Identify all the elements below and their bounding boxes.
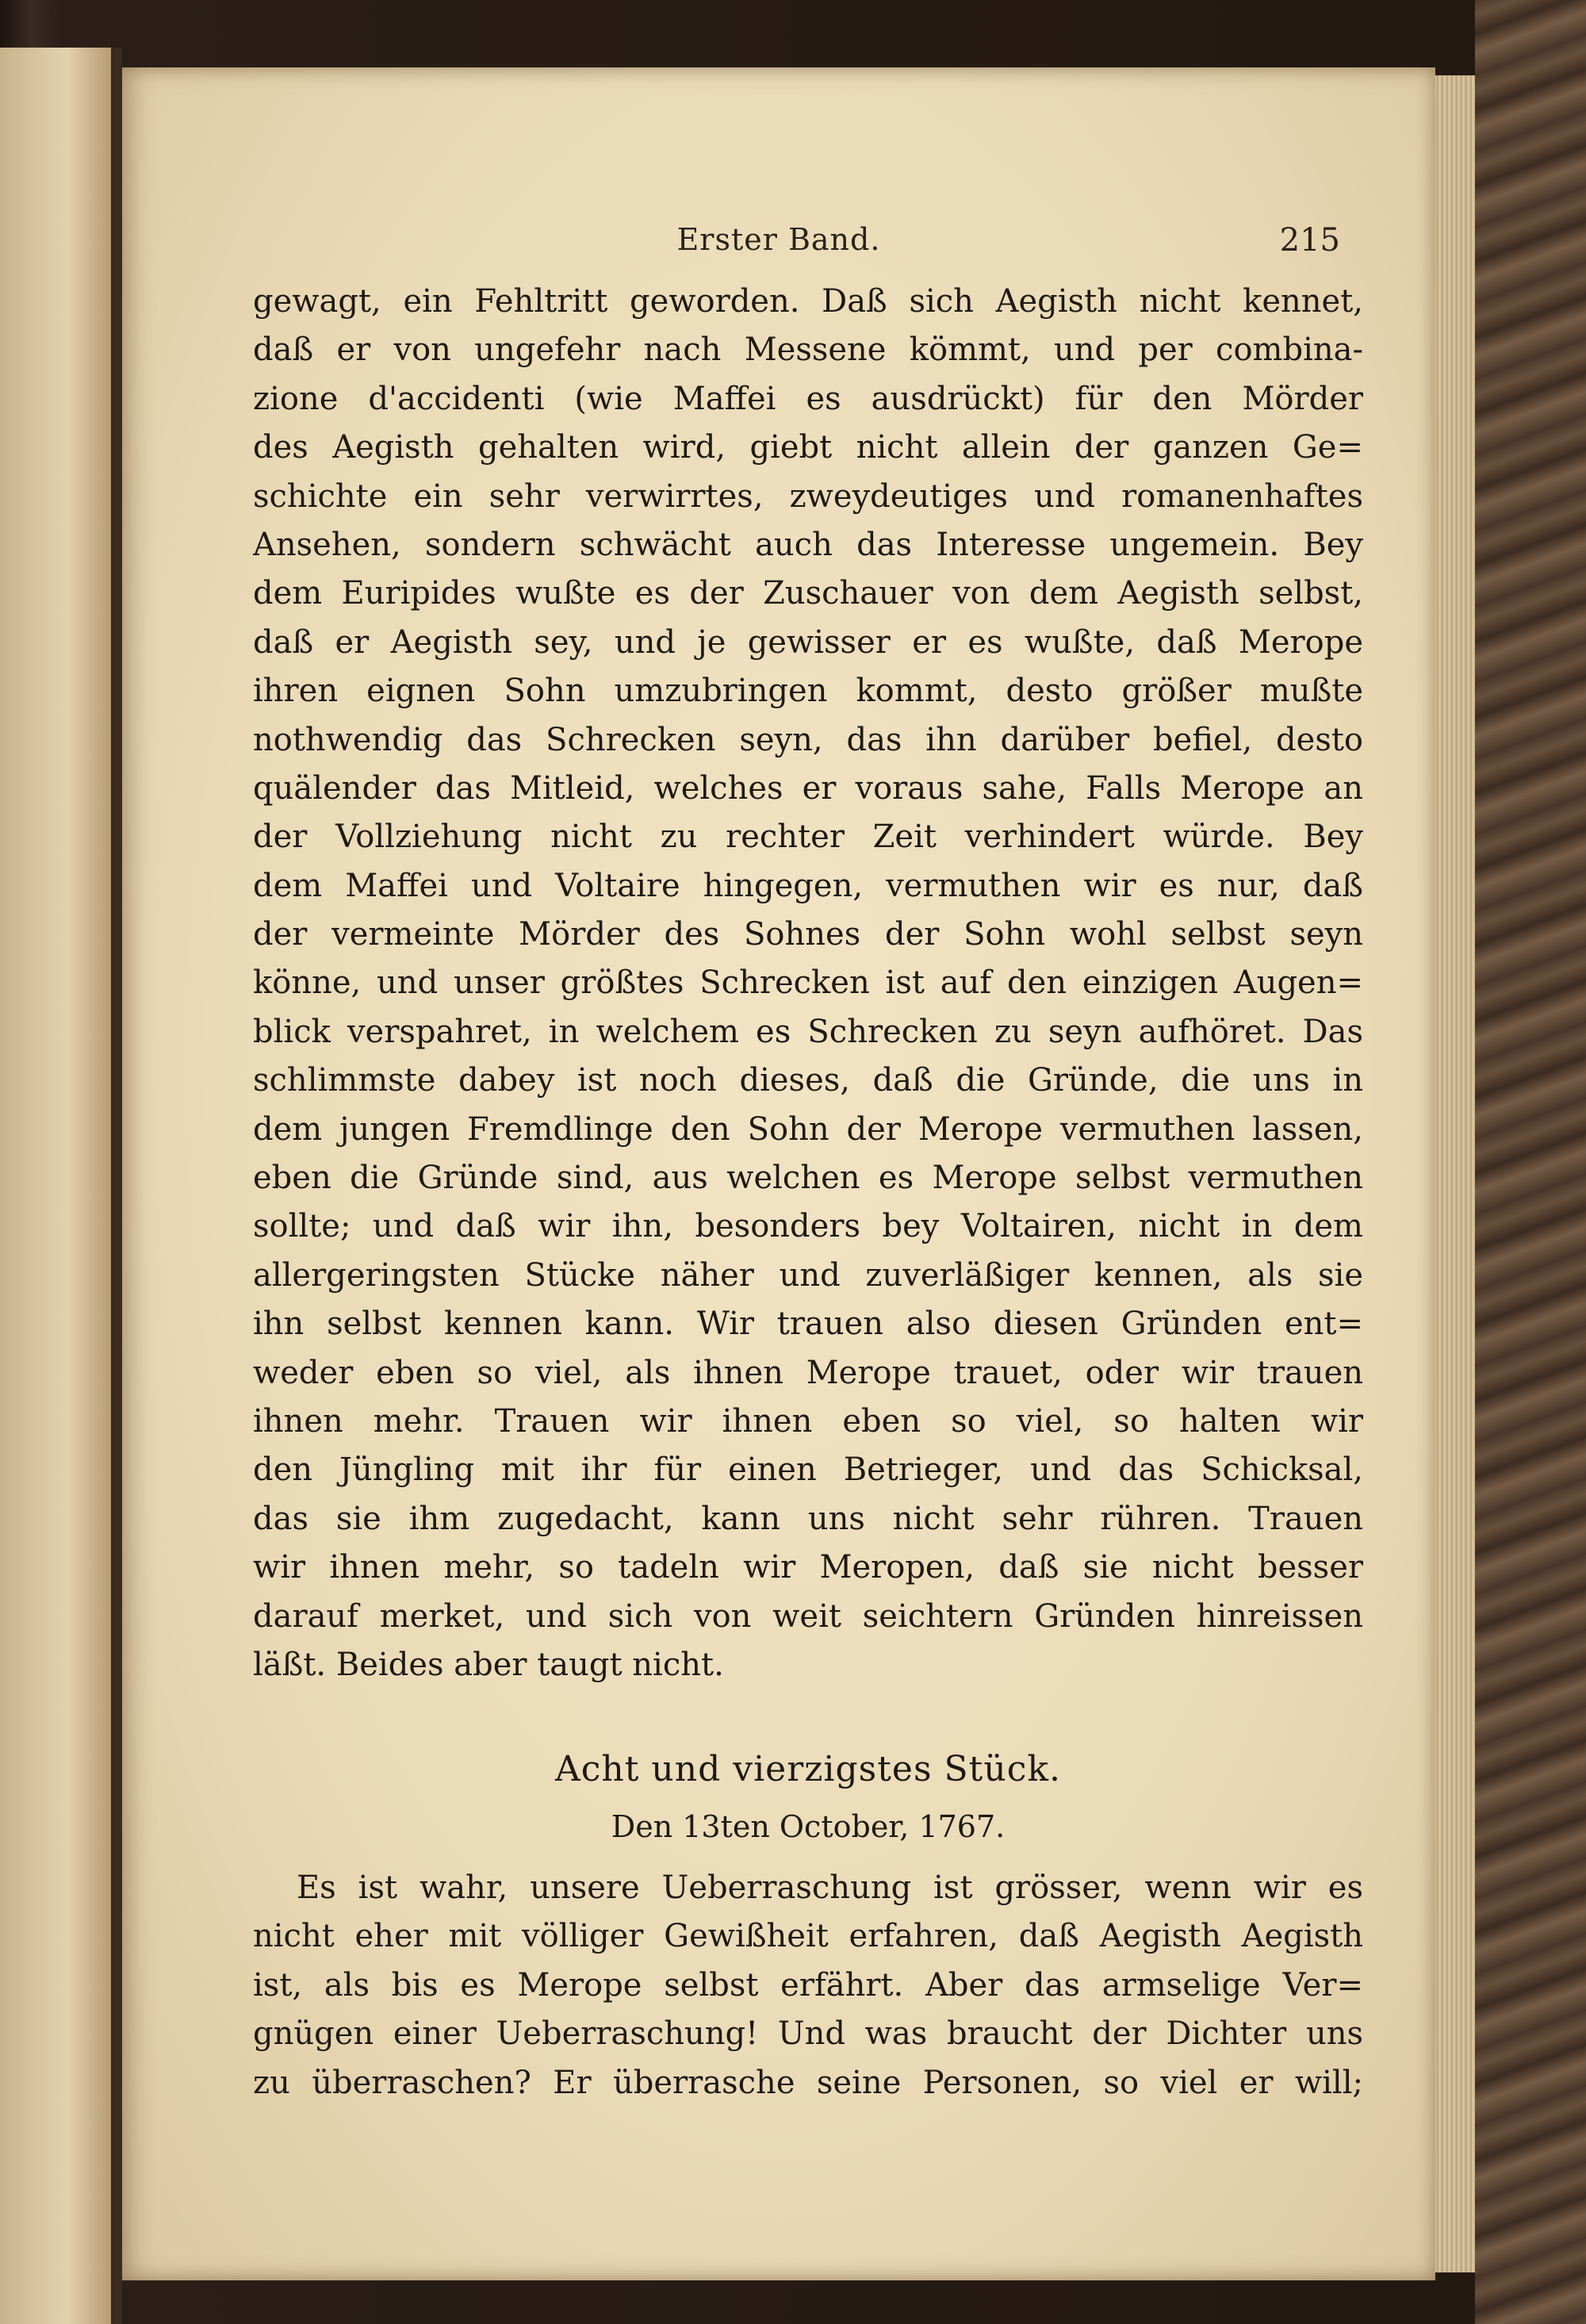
text-line: dem Euripides wußte es der Zuschauer von dem Aegisth selbst, — [253, 575, 1363, 612]
text-line: blick verspahret, in welchem es Schrecken zu seyn aufhöret. Das — [253, 1013, 1363, 1050]
body-text — [253, 278, 1363, 1689]
text-line: der vermeinte Mörder des Sohnes der Sohn wohl selbst seyn — [253, 916, 1363, 953]
text-line: könne, und unser größtes Schrecken ist auf den einzigen Augen= — [253, 964, 1363, 1002]
text-line: daß er Aegisth sey, und je gewisser er es wußte, daß Merope — [253, 623, 1363, 661]
text-line: zu überraschen? Er überrasche seine Personen, so viel er will; — [253, 2064, 1363, 2101]
chapter-title: Acht und vierzigstes Stück. — [555, 1749, 1061, 1789]
text-line: ihren eignen Sohn umzubringen kommt, desto größer mußte — [253, 673, 1363, 710]
page-number: 215 — [1279, 222, 1340, 259]
text-line: des Aegisth gehalten wird, giebt nicht allein der ganzen Ge= — [253, 429, 1363, 466]
text-line: gnügen einer Ueberraschung! Und was braucht der Dichter uns — [253, 2015, 1363, 2053]
text-line: allergeringsten Stücke näher und zuverläßiger kennen, als sie — [253, 1256, 1363, 1294]
text-line: eben die Gründe sind, aus welchen es Merope selbst vermuthen — [253, 1160, 1363, 1197]
text-line: läßt. Beides aber taugt nicht. — [253, 1646, 724, 1683]
text-line: sollte; und daß wir ihn, besonders bey Voltairen, nicht in dem — [253, 1208, 1363, 1245]
left-page-edge — [0, 48, 111, 2324]
text-line: schichte ein sehr verwirrtes, zweydeutiges und romanenhaftes — [253, 477, 1363, 515]
text-line: weder eben so viel, als ihnen Merope trauet, oder wir trauen — [253, 1354, 1363, 1391]
text-line: das sie ihm zugedacht, kann uns nicht sehr rühren. Trauen — [253, 1500, 1363, 1537]
text-line: Es ist wahr, unsere Ueberraschung ist grösser, wenn wir es — [297, 1870, 1363, 1906]
book-page — [122, 67, 1435, 2280]
chapter-text — [253, 1864, 1363, 2107]
text-line: quälender das Mitleid, welches er voraus sahe, Falls Merope an — [253, 769, 1363, 807]
text-line: daß er von ungefehr nach Messene kömmt, und per combina- — [253, 332, 1363, 369]
text-line: schlimmste dabey ist noch dieses, daß die Gründe, die uns in — [253, 1062, 1363, 1099]
text-line: ihn selbst kennen kann. Wir trauen also diesen Gründen ent= — [253, 1306, 1363, 1343]
text-line: Ansehen, sondern schwächt auch das Interesse ungemein. Bey — [253, 526, 1363, 563]
chapter-date: Den 13ten October, 1767. — [611, 1809, 1006, 1844]
running-title: Erster Band. — [676, 222, 881, 257]
text-line: dem Maffei und Voltaire hingegen, vermuthen wir es nur, daß — [253, 867, 1363, 904]
text-line: ist, als bis es Merope selbst erfährt. Aber das armselige Ver= — [253, 1966, 1363, 2004]
text-line: der Vollziehung nicht zu rechter Zeit verhindert würde. Bey — [253, 819, 1363, 856]
text-line: ihnen mehr. Trauen wir ihnen eben so viel, so halten wir — [253, 1402, 1363, 1440]
text-line: wir ihnen mehr, so tadeln wir Meropen, daß sie nicht besser — [253, 1549, 1363, 1586]
text-line: dem jungen Fremdlinge den Sohn der Merope vermuthen lassen, — [253, 1110, 1363, 1148]
text-line: den Jüngling mit ihr für einen Betrieger, und das Schicksal, — [253, 1452, 1363, 1489]
marbled-cover-board — [1475, 0, 1586, 2324]
book-gutter — [111, 48, 122, 2324]
page-block-edge — [1435, 75, 1475, 2272]
text-line: nothwendig das Schrecken seyn, das ihn darüber befiel, desto — [253, 721, 1363, 758]
page-header — [122, 222, 1435, 270]
text-line: nicht eher mit völliger Gewißheit erfahren, daß Aegisth Aegisth — [253, 1918, 1363, 1955]
text-line: darauf merket, und sich von weit seichtern Gründen hinreissen — [253, 1597, 1363, 1635]
text-line: zione d'accidenti (wie Maffei es ausdrückt) für den Mörder — [253, 380, 1363, 417]
text-line: gewagt, ein Fehltritt geworden. Daß sich Aegisth nicht kennet, — [253, 283, 1363, 320]
